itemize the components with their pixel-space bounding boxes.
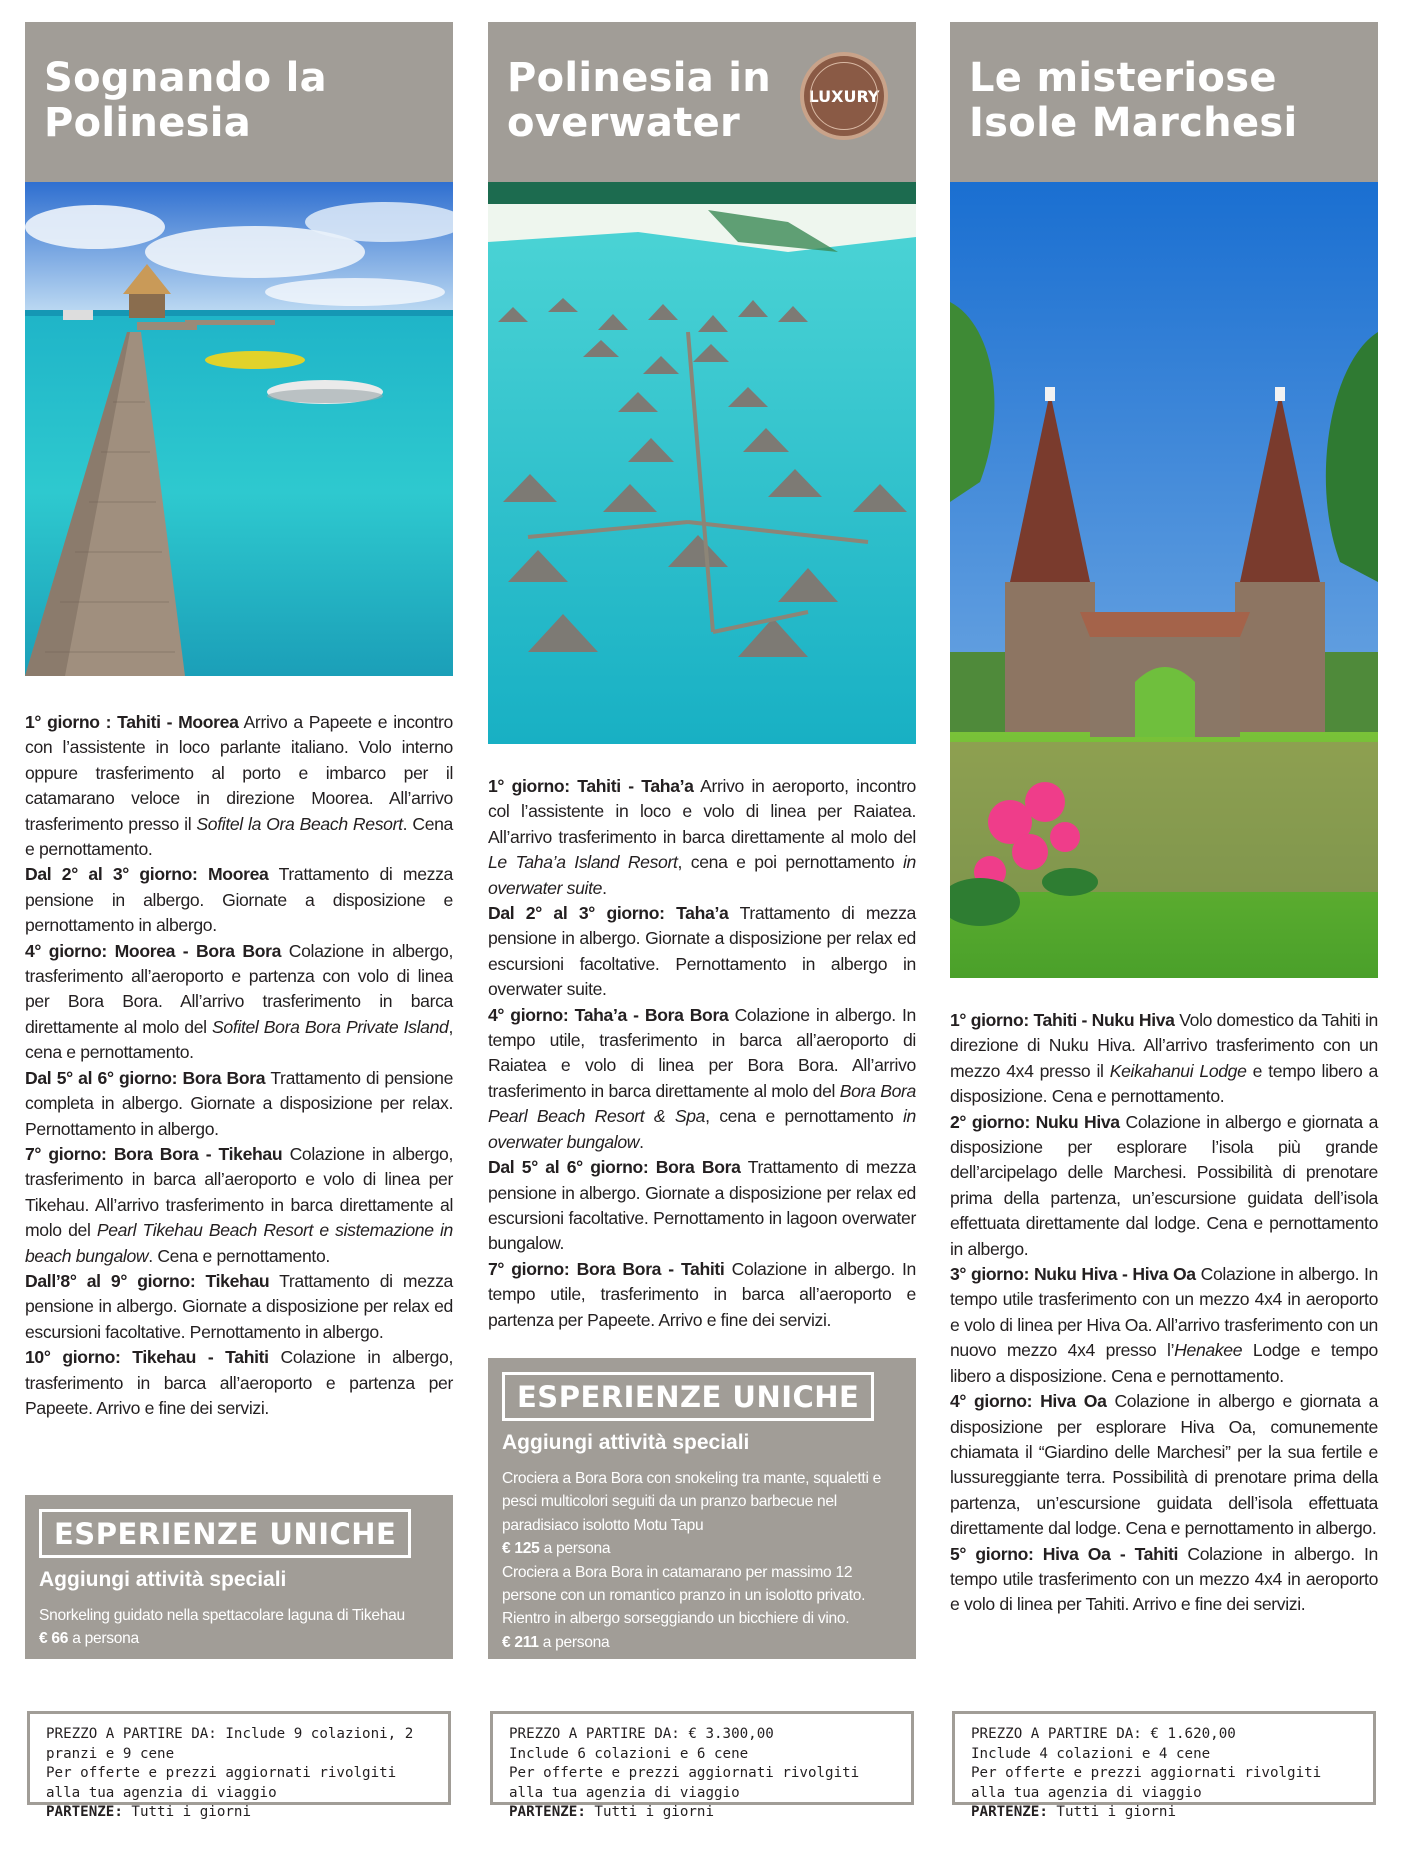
departures-value: Tutti i giorni	[594, 1804, 715, 1820]
day-entry: Dal 5° al 6° giorno: Bora Bora Trattamento di pensione completa in albergo. Giornate a disposizione per relax. Pernottamento in albergo.	[25, 1067, 453, 1139]
day-entry: 3° giorno: Nuku Hiva - Hiva Oa Colazione in albergo. In tempo utile trasferimento con un mezzo 4x4 in aeroporto e volo di linea per Hiva Oa. All’arrivo trasferimento con un nuovo mezzo 4x4 presso l’Henakee Lodge e tempo libero a disposizione. Cena e pernottamento.	[950, 1264, 1378, 1386]
price-line: PREZZO A PARTIRE DA: € 1.620,00	[971, 1726, 1236, 1742]
departures-label: PARTENZE:	[509, 1804, 586, 1820]
price-line: Include 4 colazioni e 4 cene	[971, 1745, 1211, 1762]
day-entry: Dall’8° al 9° giorno: Tikehau Trattamento di mezza pensione in albergo. Giornate a disposizione per relax ed escursioni facoltative. Pernottamento in albergo.	[25, 1270, 453, 1342]
day-entry: Dal 2° al 3° giorno: Moorea Trattamento di mezza pensione in albergo. Giornate a disposizione e pernottamento in albergo.	[25, 864, 453, 936]
price-line: Per offerte e prezzi aggiornati rivolgiti	[509, 1765, 860, 1781]
price-line: PREZZO A PARTIRE DA: € 3.300,00	[509, 1726, 774, 1742]
experiences-subtitle: Aggiungi attività speciali	[39, 1568, 287, 1591]
itinerary-column-marchesi	[950, 22, 1379, 1820]
overwater-bungalows-photo	[488, 182, 916, 744]
column-title: Sognando la Polinesia	[44, 55, 327, 146]
departures-value: Tutti i giorni	[131, 1804, 252, 1820]
luxury-badge: LUXURY	[800, 52, 888, 140]
day-entry: 10° giorno: Tikehau - Tahiti Colazione in albergo, trasferimento in barca all’aeroporto e partenza per Papeete. Arrivo e fine dei servizi.	[25, 1347, 453, 1418]
column-title: Le misteriose Isole Marchesi	[969, 55, 1298, 146]
day-entry: Dal 5° al 6° giorno: Bora Bora Trattamento di mezza pensione in albergo. Giornate a disposizione per relax ed escursioni facoltative. Pernottamento in lagoon overwater bungalow.	[488, 1157, 916, 1254]
departures-label: PARTENZE:	[971, 1804, 1048, 1820]
experiences-subtitle: Aggiungi attività speciali	[502, 1431, 750, 1454]
itinerary-column-overwater	[488, 22, 916, 1820]
price-line: Include 6 colazioni e 6 cene	[509, 1745, 749, 1762]
day-entry: 1° giorno: Tahiti - Nuku Hiva Volo domestico da Tahiti in direzione di Nuku Hiva. All’arrivo trasferimento con un mezzo 4x4 presso il Keikahanui Lodge e tempo libero a disposizione. Cena e pernottamento.	[950, 1010, 1378, 1107]
day-entry: 4° giorno: Moorea - Bora Bora Colazione in albergo, trasferimento all’aeroporto e partenza con volo di linea per Bora Bora. All’arrivo trasferimento in barca direttamente al molo del Sofitel Bora Bora Private Island, cena e pernottamento.	[25, 940, 453, 1063]
day-entry: 4° giorno: Hiva Oa Colazione in albergo e giornata a disposizione per esplorare Hiva Oa, comunemente chiamata il “Giardino delle Marchesi” per la sua fertile e lussureggiante terra. Possibilità di prenotare prima della partenza, un’escursione guidata dell’isola effettuata direttamente dal lodge. Cena e pernottamento in albergo.	[950, 1391, 1378, 1539]
column-header	[25, 22, 453, 182]
price-box	[952, 1711, 1376, 1820]
experiences-box	[488, 1358, 916, 1659]
column-header	[488, 22, 916, 182]
day-entry: 1° giorno : Tahiti - Moorea Arrivo a Papeete e incontro con l’assistente in loco parlante italiano. Volo interno oppure trasferimento al porto e imbarco per il catamarano veloce in direzione Moorea. All’arrivo trasferimento presso il Sofitel la Ora Beach Resort. Cena e pernottamento.	[25, 712, 453, 860]
church-photo	[950, 182, 1378, 978]
experiences-title: ESPERIENZE UNICHE	[39, 1509, 411, 1558]
experiences-title: ESPERIENZE UNICHE	[502, 1372, 874, 1421]
price-line: Per offerte e prezzi aggiornati rivolgiti	[971, 1765, 1322, 1781]
departures-value: Tutti i giorni	[1056, 1804, 1177, 1820]
day-entry: 7° giorno: Bora Bora - Tikehau Colazione in albergo, trasferimento in barca all’aeroporto e volo di linea per Tikehau. All’arrivo trasferimento in barca direttamente al molo del Pearl Tikehau Beach Resort e sistemazione in beach bungalow. Cena e pernottamento.	[25, 1143, 453, 1266]
price-line: Per offerte e prezzi aggiornati rivolgiti	[46, 1765, 397, 1781]
day-entry: 4° giorno: Taha’a - Bora Bora Colazione in albergo. In tempo utile, trasferimento in barca all’aeroporto di Raiatea e volo di linea per Bora Bora. All’arrivo trasferimento in barca direttamente al molo del Bora Bora Pearl Beach Resort & Spa, cena e pernottamento in overwater bungalow.	[488, 1004, 916, 1152]
day-entry: 2° giorno: Nuku Hiva Colazione in albergo e giornata a disposizione per esplorare l’isola più grande dell’arcipelago delle Marchesi. Possibilità di prenotare prima della partenza, un’escursione guidata dell’isola effettuata direttamente dal lodge. Cena e pernottamento in albergo.	[950, 1111, 1379, 1259]
departures-label: PARTENZE:	[46, 1804, 123, 1820]
price-line: pranzi e 9 cene	[46, 1745, 175, 1762]
price-box	[27, 1711, 451, 1820]
column-header	[950, 22, 1378, 182]
experience-offer: Crociera a Bora Bora con snokeling tra mante, squaletti e pesci multicolori seguiti da un pranzo barbecue nel paradisiaco isolotto Motu Tapu € 125 a persona Crociera a Bora Bora in catamarano per massimo 12 persone con un romantico pranzo in un isolotto privato. Rientro in albergo sorseggiando un bicchiere di vino. € 211 a persona	[502, 1470, 882, 1651]
price-line: alla tua agenzia di viaggio	[46, 1784, 277, 1801]
itinerary-text	[25, 710, 453, 1421]
price-line: alla tua agenzia di viaggio	[971, 1784, 1202, 1801]
day-entry: 7° giorno: Bora Bora - Tahiti Colazione in albergo. In tempo utile, trasferimento in barca all’aeroporto e partenza per Papeete. Arrivo e fine dei servizi.	[488, 1258, 916, 1330]
day-entry: Dal 2° al 3° giorno: Taha’a Trattamento di mezza pensione in albergo. Giornate a disposizione per relax ed escursioni facoltative. Pernottamento in albergo in overwater suite.	[488, 903, 916, 1000]
itinerary-text	[488, 774, 916, 1333]
itinerary-text	[950, 1008, 1378, 1618]
day-entry: 5° giorno: Hiva Oa - Tahiti Colazione in albergo. In tempo utile trasferimento con un mezzo 4x4 in aeroporto e volo di linea per Tahiti. Arrivo e fine dei servizi.	[950, 1543, 1378, 1615]
pier-lagoon-photo	[25, 182, 453, 676]
price-line: alla tua agenzia di viaggio	[509, 1784, 740, 1801]
experience-offer: Snorkeling guidato nella spettacolare laguna di Tikehau € 66 a persona	[39, 1607, 405, 1648]
experiences-box	[25, 1495, 453, 1659]
day-entry: 1° giorno: Tahiti - Taha’a Arrivo in aeroporto, incontro col l’assistente in loco e volo di linea per Raiatea. All’arrivo trasferimento in barca direttamente al molo del Le Taha’a Island Resort, cena e poi pernottamento in overwater suite.	[488, 776, 916, 898]
price-line: PREZZO A PARTIRE DA: Include 9 colazioni, 2	[46, 1726, 414, 1742]
price-box	[490, 1711, 914, 1820]
itinerary-column-sognando	[25, 22, 453, 1820]
column-title: Polinesia in overwater	[507, 55, 772, 146]
